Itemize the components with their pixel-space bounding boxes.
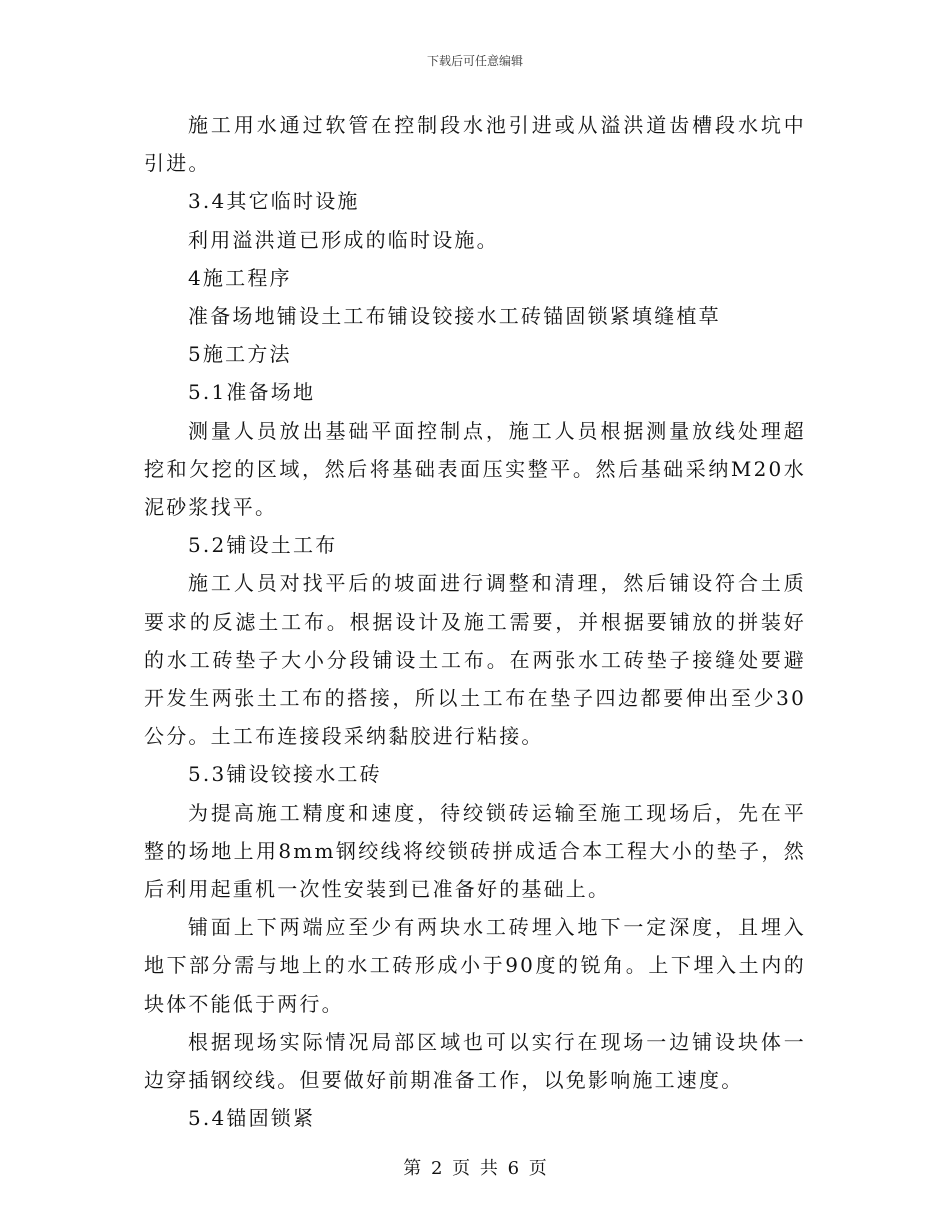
paragraph: 测量人员放出基础平面控制点，施工人员根据测量放线处理超挖和欠挖的区域，然后将基础表面压实整平。然后基础采纳M20水泥砂浆找平。 — [144, 418, 806, 520]
section-heading: 5.3铺设铰接水工砖 — [188, 762, 382, 787]
section-heading: 5.2铺设土工布 — [188, 533, 338, 558]
paragraph: 准备场地铺设土工布铺设铰接水工砖锚固锁紧填缝植草 — [188, 304, 721, 329]
page-header: 下载后可任意编辑 — [426, 54, 523, 68]
section-heading: 5.4锚固锁紧 — [188, 1106, 316, 1131]
section-heading: 4施工程序 — [188, 265, 292, 290]
paragraph: 根据现场实际情况局部区域也可以实行在现场一边铺设块体一边穿插钢绞线。但要做好前期准备工作，以免影响施工速度。 — [144, 1029, 806, 1093]
page-footer: 第 2 页 共 6 页 — [403, 1158, 547, 1179]
document-body — [144, 106, 806, 1137]
section-heading: 3.4其它临时设施 — [188, 189, 360, 214]
section-heading: 5.1准备场地 — [188, 380, 316, 405]
paragraph: 铺面上下两端应至少有两块水工砖埋入地下一定深度，且埋入地下部分需与地上的水工砖形成小于90度的锐角。上下埋入土内的块体不能低于两行。 — [144, 915, 806, 1016]
section-heading: 5施工方法 — [188, 342, 292, 367]
paragraph: 施工人员对找平后的坡面进行调整和清理，然后铺设符合土质要求的反滤土工布。根据设计及施工需要，并根据要铺放的拼装好的水工砖垫子大小分段铺设土工布。在两张水工砖垫子接缝处要避开发生两张土工布的搭接，所以土工布在垫子四边都要伸出至少30公分。土工布连接段采纳黏胶进行粘接。 — [144, 571, 806, 749]
paragraph: 施工用水通过软管在控制段水池引进或从溢洪道齿槽段水坑中引进。 — [144, 113, 806, 176]
paragraph: 利用溢洪道已形成的临时设施。 — [188, 227, 499, 252]
paragraph: 为提高施工精度和速度，待绞锁砖运输至施工现场后，先在平整的场地上用8mm钢绞线将绞锁砖拼成适合本工程大小的垫子，然后利用起重机一次性安装到已准备好的基础上。 — [144, 800, 806, 902]
